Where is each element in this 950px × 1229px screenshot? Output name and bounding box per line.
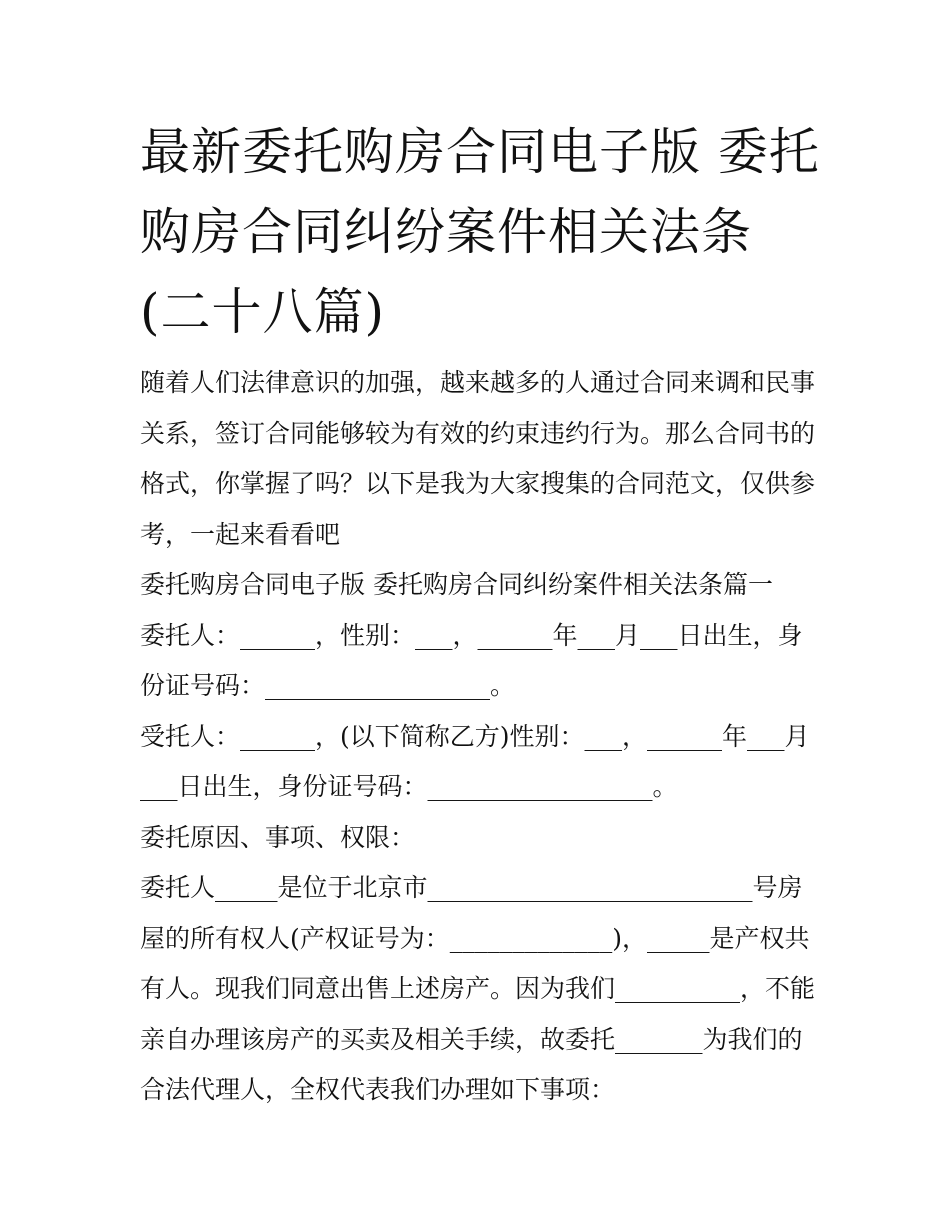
document-body bbox=[140, 358, 820, 1116]
section-heading: 委托购房合同电子版 委托购房合同纠纷案件相关法条篇一 bbox=[140, 570, 773, 599]
document-content bbox=[140, 112, 820, 1116]
intro-paragraph: 随着人们法律意识的加强，越来越多的人通过合同来调和民事关系，签订合同能够较为有效的约束违约行为。那么合同书的格式，你掌握了吗？以下是我为大家搜集的合同范文，仅供参考，一起来看看吧 bbox=[140, 368, 816, 549]
authority-heading: 委托原因、事项、权限： bbox=[140, 822, 416, 852]
document-title: 最新委托购房合同电子版 委托购房合同纠纷案件相关法条(二十八篇) bbox=[140, 123, 820, 341]
principal-info-paragraph: 委托人：______，性别：___，______年___月___日出生，身份证号码：__________________。 bbox=[140, 620, 803, 700]
authority-paragraph: 委托人_____是位于北京市__________________________号房屋的所有权人(产权证号为：_____________)，_____是产权共有人。现我们同意出售上述房产。因为我们__________，不能亲自办理该房产的买卖及相关手续，故委托_______为我们的合法代理人，全权代表我们办理如下事项： bbox=[140, 873, 816, 1104]
agent-info-paragraph: 受托人：______，(以下简称乙方)性别：___，______年___月___日出生，身份证号码：__________________。 bbox=[140, 721, 810, 801]
